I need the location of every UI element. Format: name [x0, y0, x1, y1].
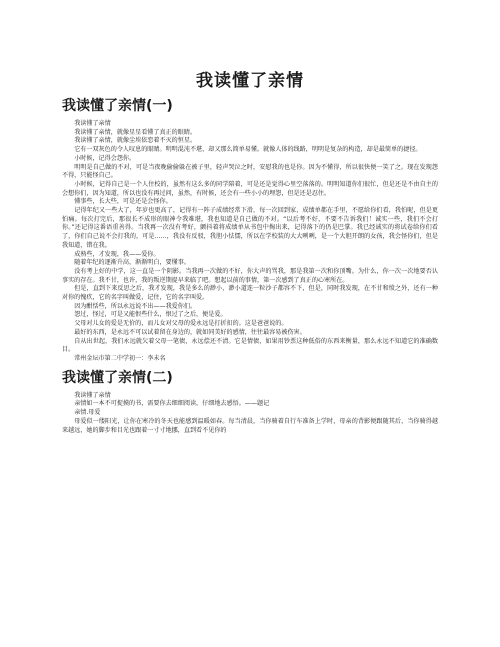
- paragraph: 记得年纪又一些大了，年岁也更高了，记得有一阵子成绩经常下滑，每一次回到家，成绩单都在手里，不愿给你们看，我怕呢，但是更怕痛。每次打完后，那很长不成形的眼神令我难堪，我也知道是自己做的不对。“以后考不好，不要不告诉我们！诚实一些，我们不会打你。”还记得这番语重善得。当我再一次没有考好，颤抖着将成绩单从书包中掏出来，记得落下的仍是巴掌。我已经诚实的将试卷给你们看了，你们自己说不会打我的，可是……，我没有反驳，我胆小怯懦，所以在学校装的大大咧咧，是一个大胆开朗的女孩，我会怪你们，但是我知道，错在我。: [62, 207, 438, 249]
- paragraph: 小时候，记得自己是一个人住校的，虽然有这么多的同学陪着，可是还是觉得心里空落落的。明明知道你们很忙，但是还是不由自主的会想你们，因为知道，所以也没有再过问，虽然，有时候，还会有一些小小的埋怨，但是还是忍住。: [62, 180, 438, 197]
- paragraph: 它有一双灰色的令人叹息的眼睛。明明混沌不堪，却又那么简单易懂。就像人体的线路，明明是复杂的构造，却是最简单的捷径。: [74, 146, 422, 154]
- paragraph: 怨过，怪过，可是又能恨些什么，恨过了之后，便是爱。: [74, 311, 227, 319]
- paragraph: 因为酣恬些，所以永远说不出——我爱你们。: [74, 302, 197, 310]
- paragraph: 我读懂了亲情: [74, 391, 111, 399]
- paragraph: 小时候，记得会怨你。: [74, 154, 136, 162]
- section-one: [62, 96, 438, 364]
- paragraph: 我读懂了亲情，就像尘埃依恋着不灭的恒星。: [74, 137, 197, 145]
- paragraph: 亲情.母爱: [74, 409, 101, 417]
- paragraph: 我读懂了亲情，就像星星看懂了真正的眼睛。: [74, 128, 197, 136]
- paragraph: 懂事些，长大些，可是还是会怪你。: [74, 198, 172, 206]
- section-heading: 我读懂了亲情(一): [62, 98, 173, 114]
- paragraph: 父母对儿女的爱是无价的，而儿女对父母的爱永远是打折扣的。这是爸爸说的。: [74, 320, 288, 328]
- section-heading: 我读懂了亲情(二): [62, 369, 173, 386]
- paragraph: 但是，直到下来反思之后，我才发现，我是多么的渺小，渺小道连一粒沙子都容不下，但是，同时我发现，在不甘和愤之外，还有一种对你的愧疚，它的名字叫做爱，记住，它的名字叫爱。: [62, 285, 438, 302]
- section-two: [62, 368, 438, 436]
- paragraph: 没有考上好的中学，这一直是一个阴影。当我再一次做的不好，你大声的骂我，那是我第一次和你顶嘴。为什么，你一次一次地要否认事实的存在。我不甘，也许，我的叛逆期提早来临了吧。想起以前的事情，第一次感到了真正的心寒所在。: [62, 267, 438, 284]
- paragraph: 母爱似一缕阳光，让你在寒冷的冬天也能感到温暖如春。每当清晨，当你骑着自行车准备上学时，母亲的背影便跟随其后，当你骑得越来越远，她的脚步和目光也跟着一寸寸地挪，直到看不见你的: [62, 417, 438, 434]
- page-title: 我读懂了亲情: [196, 71, 304, 91]
- paragraph: 最好的东西，是永远不可以试着留在身边的，就如同美好的感情，往往最容易被伤害。: [74, 328, 306, 336]
- paragraph: 明明是自己做的不对，可是当夜晚偷偷躲在被子里，轻声哭泣之时，安慰我的也是你。因为不懂得，所以很快便一笑了之。现在发现怨不得，只能怪自己。: [62, 163, 438, 180]
- author-signature: 常州金坛市第二中学初一：李未名: [74, 354, 166, 362]
- paragraph: 我读懂了亲情: [74, 120, 111, 127]
- paragraph: 亲情如一本不可捉摸的书，需要你去细细阅读，仔细地去感悟。——题记: [74, 400, 270, 408]
- paragraph: 自从出世起，我们永远就欠着父母一笔债，永远偿还不清。它是情债，如果用钞票这种低俗的东西来衡量，那么永远不知道它的准确数目。: [62, 337, 438, 354]
- paragraph: 成熟些，才发现，我——爱你。: [74, 250, 160, 258]
- paragraph: 随着年纪的逐渐升高，渐渐明白，要懂事。: [74, 259, 190, 267]
